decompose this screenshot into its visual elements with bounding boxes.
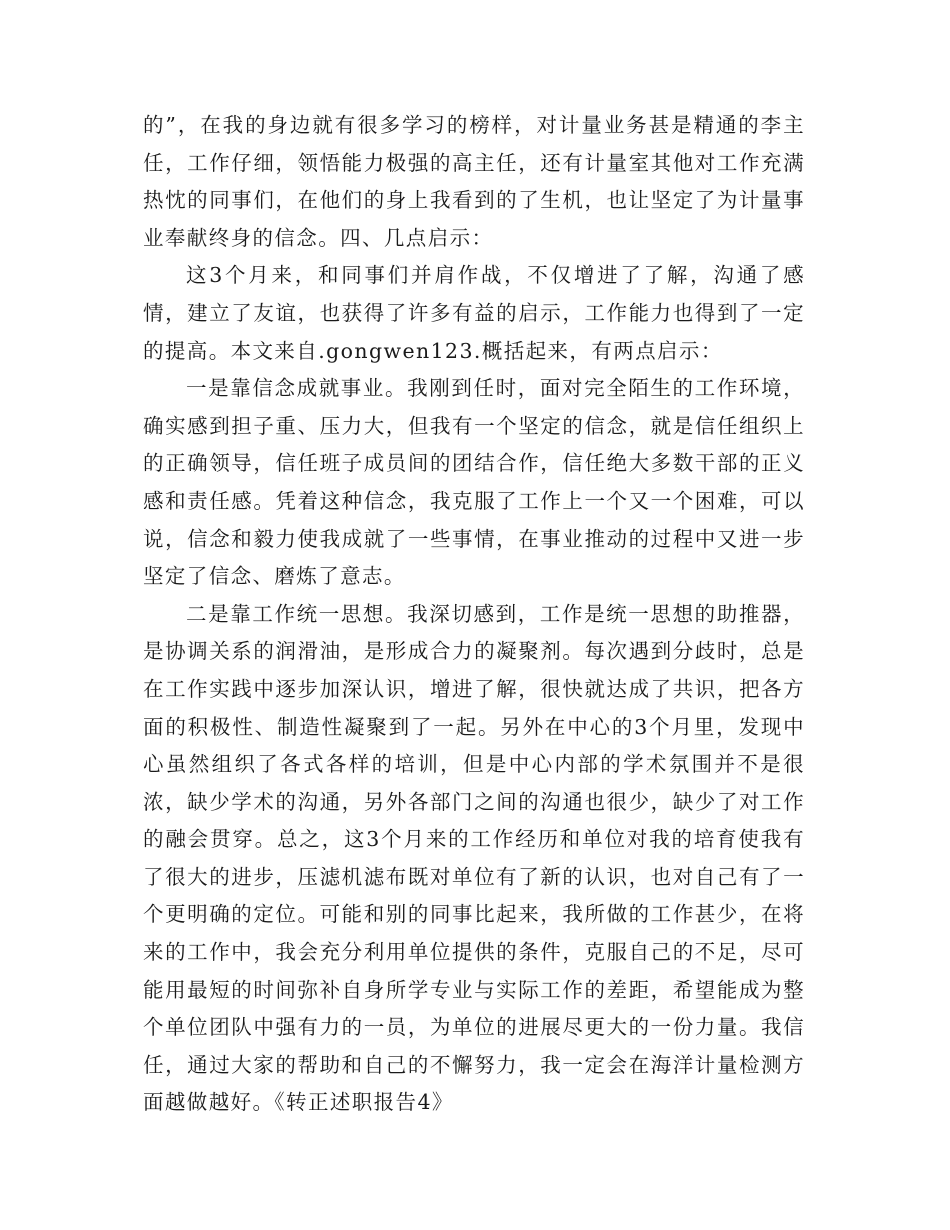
paragraph-1: 的”，在我的身边就有很多学习的榜样，对计量业务甚是精通的李主任，工作仔细，领悟能力极强的高主任，还有计量室其他对工作充满热忱的同事们，在他们的身上我看到的了生机，也让坚定了为计量事业奉献终身的信念。四、几点启示： (143, 113, 805, 250)
paragraph-4: 二是靠工作统一思想。我深切感到，工作是统一思想的助推器，是协调关系的润滑油，是形成合力的凝聚剂。每次遇到分歧时，总是在工作实践中逐步加深认识，增进了解，很快就达成了共识，把各方面的积极性、制造性凝聚到了一起。另外在中心的3个月里，发现中心虽然组织了各式各样的培训，但是中心内部的学术氛围并不是很浓，缺少学术的沟通，另外各部门之间的沟通也很少，缺少了对工作的融会贯穿。总之，这3个月来的工作经历和单位对我的培育使我有了很大的进步，压滤机滤布既对单位有了新的认识，也对自己有了一个更明确的定位。可能和别的同事比起来，我所做的工作甚少，在将来的工作中，我会充分利用单位提供的条件，克服自己的不足，尽可能用最短的时间弥补自身所学专业与实际工作的差距，希望能成为整个单位团队中强有力的一员，为单位的进展尽更大的一份力量。我信任，通过大家的帮助和自己的不懈努力，我一定会在海洋计量检测方面越做越好。《转正述职报告4》 (143, 601, 805, 1115)
paragraph-2: 这3个月来，和同事们并肩作战，不仅增进了了解，沟通了感情，建立了友谊，也获得了许多有益的启示，工作能力也得到了一定的提高。本文来自.gongwen123.概括起来，有两点启示： (143, 263, 805, 363)
paragraph-3: 一是靠信念成就事业。我刚到任时，面对完全陌生的工作环境，确实感到担子重、压力大，但我有一个坚定的信念，就是信任组织上的正确领导，信任班子成员间的团结合作，信任绝大多数干部的正义感和责任感。凭着这种信念，我克服了工作上一个又一个困难，可以说，信念和毅力使我成就了一些事情，在事业推动的过程中又进一步坚定了信念、磨炼了意志。 (143, 376, 805, 589)
document-body (143, 107, 805, 1122)
